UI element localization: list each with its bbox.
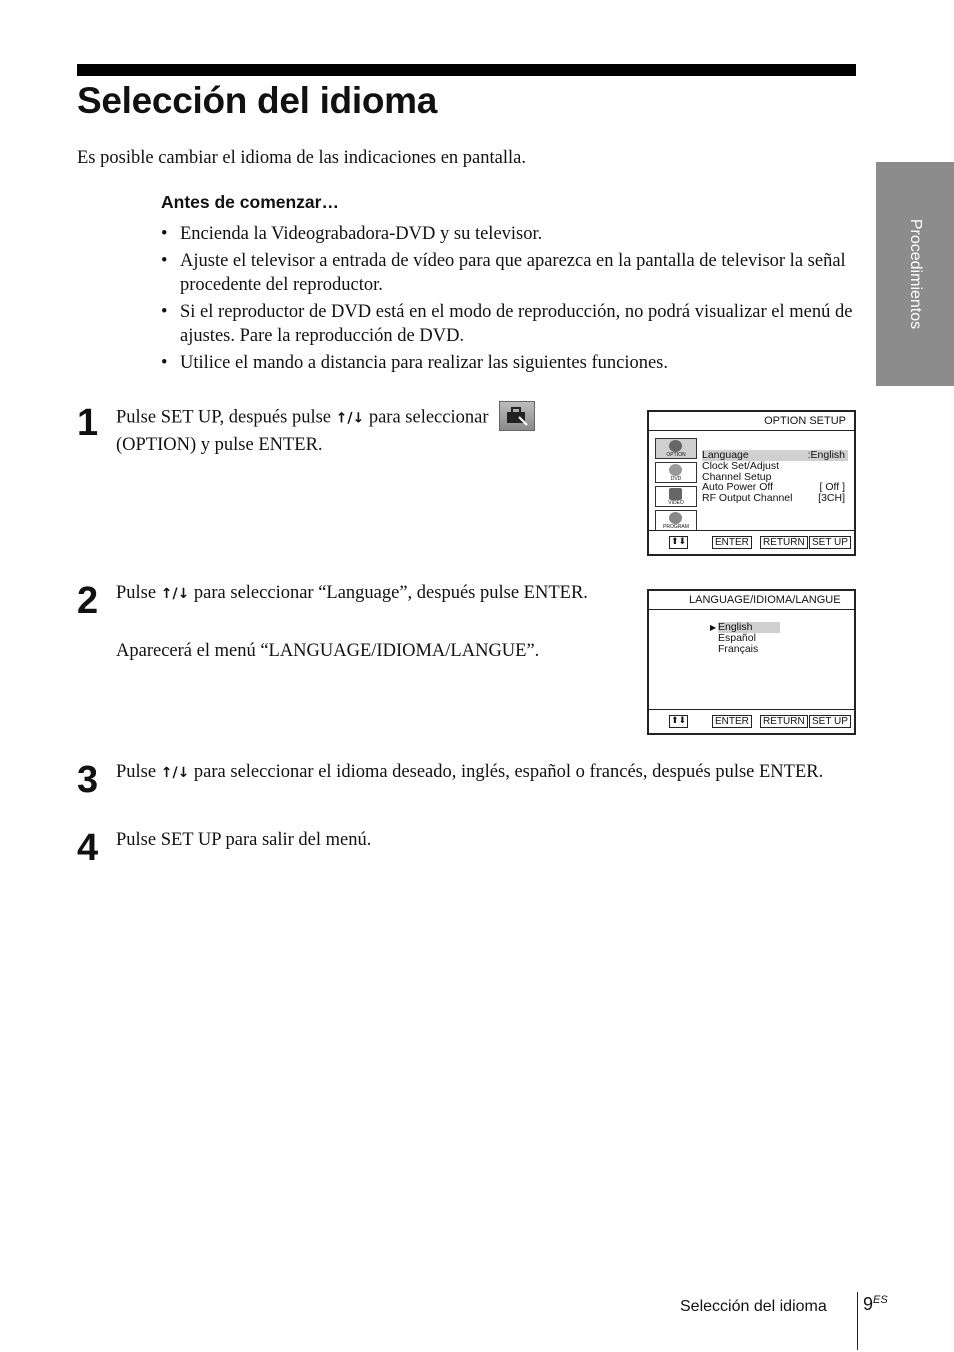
footer-section-title: Selección del idioma — [680, 1298, 827, 1315]
dvd-category-icon: DVD — [655, 462, 697, 483]
section-tab-label: Procedimientos — [907, 218, 924, 330]
setup-button: SET UP — [809, 715, 851, 728]
step-4-number: 4 — [77, 827, 99, 869]
step-1-number: 1 — [77, 402, 99, 444]
menu-item-clock: Clock Set/Adjust — [702, 460, 780, 472]
footer-divider — [857, 1292, 858, 1350]
step-3-text: Pulse ↑/↓ para seleccionar el idioma deseado, inglés, español o francés, después pulse ENTER. — [116, 762, 824, 782]
osd-title: OPTION SETUP — [764, 415, 846, 427]
option-category-icon: OPTION — [655, 438, 697, 459]
before-heading: Antes de comenzar… — [161, 192, 339, 212]
step-2-number: 2 — [77, 580, 99, 622]
list-item: • Encienda la Videograbadora-DVD y su televisor. — [161, 224, 543, 244]
list-item: • Si el reproductor de DVD está en el modo de reproducción, no podrá visualizar el menú de ajustes. Pare la reproducción de DVD. — [161, 302, 853, 346]
language-option-francais: Français — [718, 643, 759, 655]
step-3-number: 3 — [77, 759, 99, 801]
title-rule — [77, 64, 856, 76]
category-icons — [655, 438, 697, 534]
menu-item-language: Language :English — [702, 450, 848, 461]
intro-text: Es posible cambiar el idioma de las indicaciones en pantalla. — [77, 148, 526, 168]
page-number: $9^{ES}$ — [863, 1294, 888, 1314]
section-tab — [876, 162, 954, 386]
selection-cursor-icon: ▶ — [710, 623, 717, 632]
language-option-espanol: Español — [718, 632, 756, 644]
step-2-text: Pulse ↑/↓ para seleccionar “Language”, después pulse ENTER. — [116, 583, 588, 603]
list-item: • Utilice el mando a distancia para realizar las siguientes funciones. — [161, 353, 669, 373]
return-button: RETURN — [760, 536, 808, 549]
menu-item-rf-output: RF Output Channel [3CH] — [702, 492, 845, 504]
step-1-text: Pulse SET UP, después pulse ↑/↓ para seleccionar (OPTION) y pulse ENTER. — [116, 403, 596, 457]
prerequisite-list — [161, 222, 856, 378]
menu-item-channel: Channel Setup — [702, 471, 772, 483]
setup-button: SET UP — [809, 536, 851, 549]
enter-button: ENTER — [712, 715, 752, 728]
program-category-icon: PROGRAM — [655, 510, 697, 531]
option-setup-screen — [647, 410, 856, 556]
osd-title: LANGUAGE/IDIOMA/LANGUE — [689, 594, 841, 606]
language-option-english: English — [718, 622, 780, 633]
language-screen — [647, 589, 856, 735]
up-down-arrows-icon: ↑/↓ — [160, 586, 190, 602]
option-toolbox-icon — [499, 401, 535, 431]
nav-arrows-icon: ⬆⬇ — [671, 716, 687, 726]
list-item: • Ajuste el televisor a entrada de vídeo para que aparezca en la pantalla de televisor la señal procedente del reproductor. — [161, 251, 846, 295]
enter-button: ENTER — [712, 536, 752, 549]
up-down-arrows-icon: ↑/↓ — [160, 765, 190, 781]
up-down-arrows-icon: ↑/↓ — [335, 410, 365, 427]
step-4-text: Pulse SET UP para salir del menú. — [116, 830, 372, 850]
nav-arrows-icon: ⬆⬇ — [671, 537, 687, 547]
page-title: Selección del idioma — [77, 80, 438, 121]
menu-item-auto-power-off: Auto Power Off [ Off ] — [702, 481, 845, 493]
video-category-icon: VIDEO — [655, 486, 697, 507]
step-2-note: Aparecerá el menú “LANGUAGE/IDIOMA/LANGUE”. — [116, 641, 540, 661]
return-button: RETURN — [760, 715, 808, 728]
